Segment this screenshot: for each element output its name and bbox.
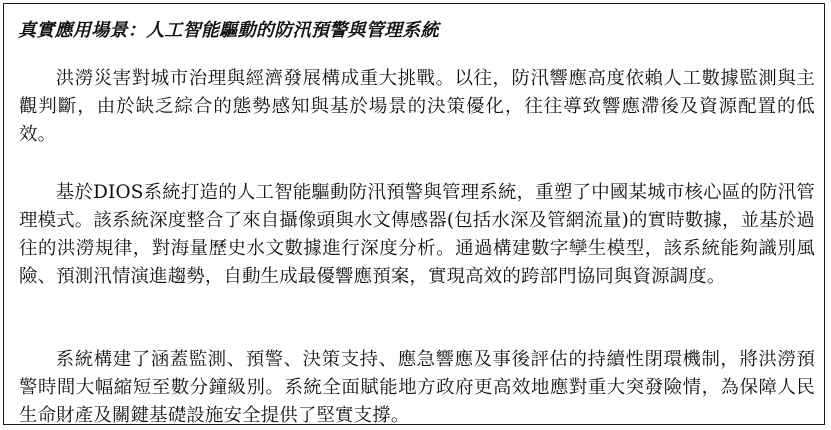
- paragraph-solution: 基於DIOS系統打造的人工智能驅動防汛預警與管理系統，重塑了中國某城市核心區的防汛管理模式。該系統深度整合了來自攝像頭與水文傳感器(包括水深及管網流量)的實時數據，並基於過往的洪澇規律，對海量歷史水文數據進行深度分析。通過構建數字孿生模型，該系統能夠識別風險、預測汛情演進趨勢，自動生成最優響應預案，實現高效的跨部門協同與資源調度。: [19, 182, 815, 287]
- paragraph-challenge: 洪澇災害對城市治理與經濟發展構成重大挑戰。以往，防汛響應高度依賴人工數據監測與主觀判斷，由於缺乏綜合的態勢感知與基於場景的決策優化，往往導致響應滯後及資源配置的低效。: [19, 68, 815, 145]
- section-title: 真實應用場景：人工智能驅動的防汛預警與管理系統: [18, 20, 439, 41]
- case-study-box: [3, 3, 825, 425]
- paragraph-outcome: 系統構建了涵蓋監測、預警、決策支持、應急響應及事後評估的持續性閉環機制，將洪澇預警時間大幅縮短至數分鐘級別。系統全面賦能地方政府更高效地應對重大突發險情，為保障人民生命財產及關鍵基礎設施安全提供了堅實支撐。: [19, 349, 815, 426]
